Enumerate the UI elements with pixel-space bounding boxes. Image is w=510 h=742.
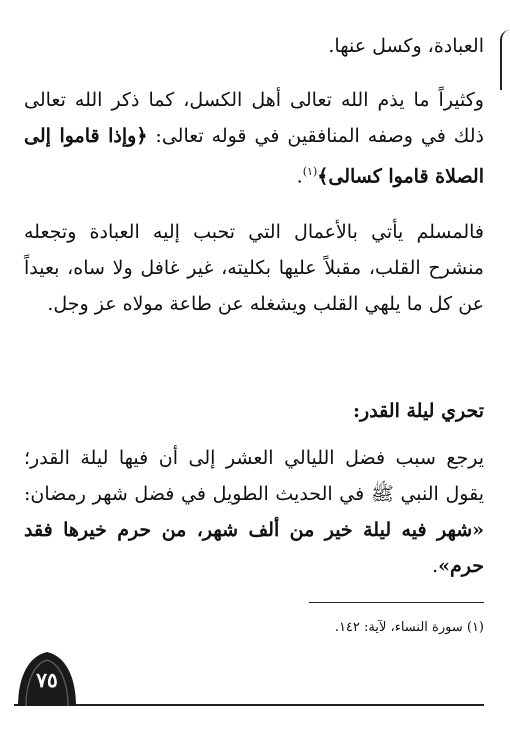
paragraph-2 (24, 82, 484, 194)
footnote-reference: (١) (302, 165, 318, 178)
paragraph-3-text: فالمسلم يأتي بالأعمال التي تحبب إليه العبادة وتجعله منشرح القلب، مقبلاً عليها بكليته، غير غافل ولا ساه، بعيداً عن كل ما يلهي القلب ويشغله عن طاعة مولاه عز وجل. (24, 221, 484, 315)
section-heading: تحري ليلة القدر: (353, 400, 484, 422)
hadith-quote: «شهر فيه ليلة خير من ألف شهر، من حرم خيرها فقد حرم» (24, 519, 484, 577)
paragraph-4-text: يرجع سبب فضل الليالي العشر إلى أن فيها ليلة القدر؛ يقول النبي ﷺ في الحديث الطويل في فضل شهر رمضان: (24, 447, 484, 505)
paragraph-2-end: . (296, 165, 303, 188)
paragraph-3 (24, 214, 484, 322)
bottom-rule (14, 704, 484, 706)
paragraph-4-end: . (432, 555, 439, 577)
page-number: ٧٥ (36, 668, 58, 692)
paragraph-2-text: وكثيراً ما يذم الله تعالى أهل الكسل، كما ذكر الله تعالى ذلك في وصفه المنافقين في قوله تعالى: (24, 89, 484, 147)
paragraph-1-text: العبادة، وكسل عنها. (328, 35, 484, 57)
page-corner-decoration (500, 30, 510, 90)
footnote-divider (309, 602, 484, 603)
quran-quote: ﴿وإذا قاموا إلى الصلاة قاموا كسالى﴾ (24, 125, 484, 188)
footnote: (١) سورة النساء، لآية: ١٤٢. (334, 620, 484, 635)
paragraph-4 (24, 440, 484, 584)
paragraph-1 (24, 28, 484, 64)
